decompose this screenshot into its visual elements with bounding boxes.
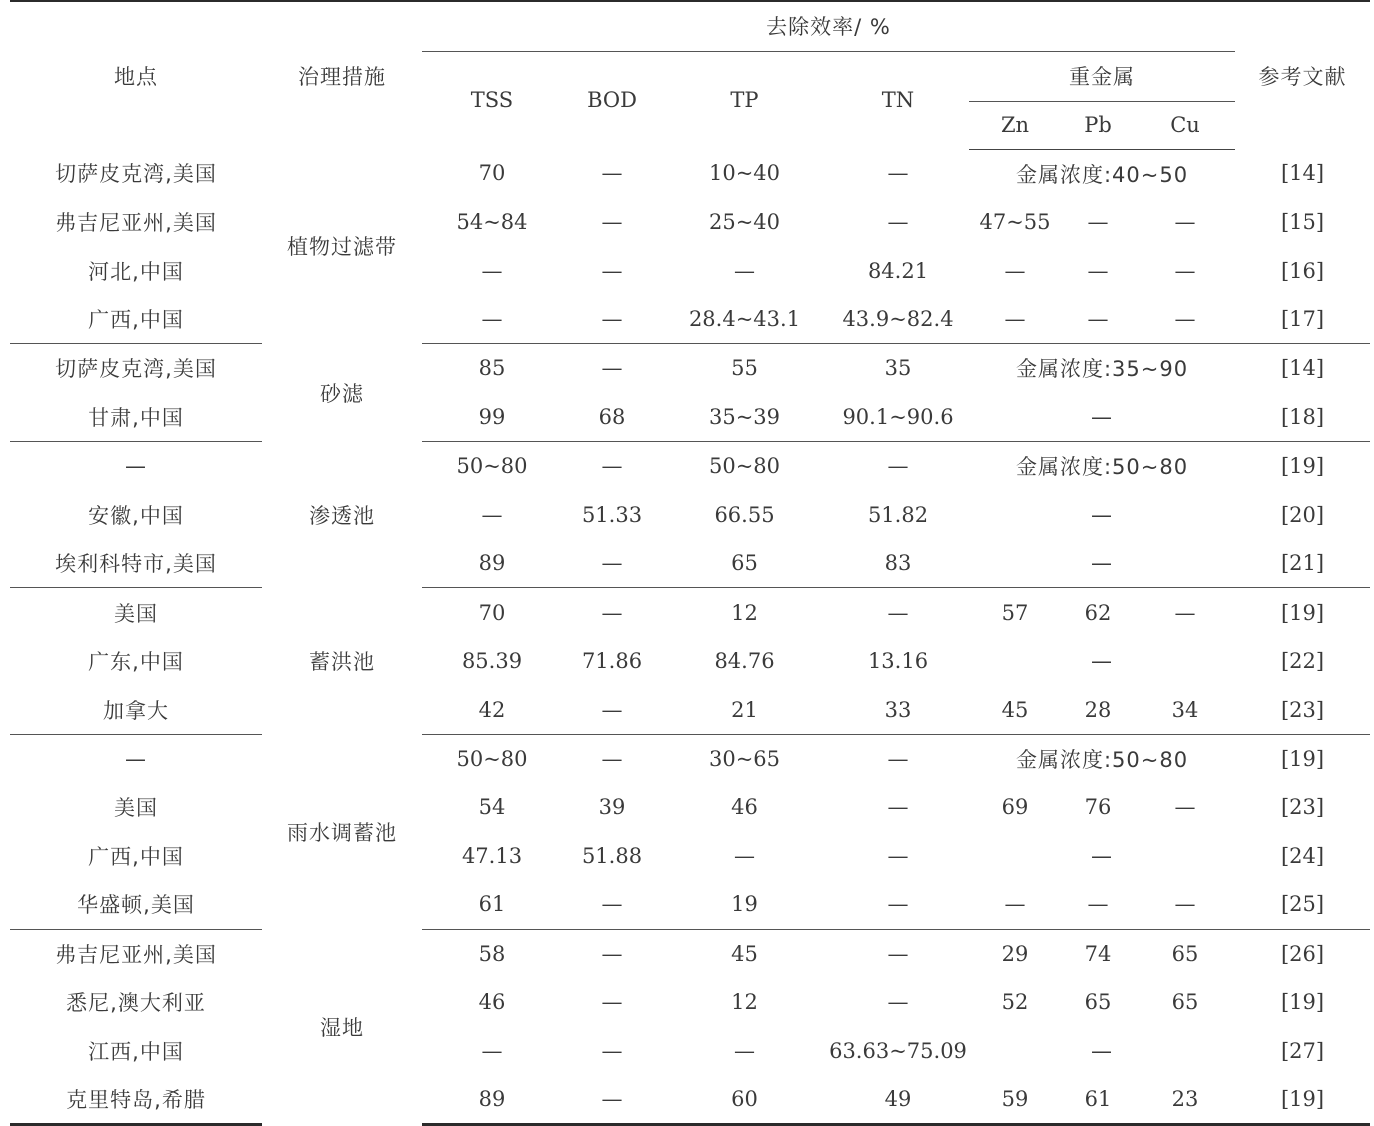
cell-tn: —: [887, 843, 909, 868]
cell-cu: 65: [1171, 941, 1199, 966]
cell-reference: [14]: [1280, 356, 1325, 381]
cell-zn: 29: [1001, 941, 1029, 966]
cell-tp: 66.55: [714, 502, 775, 527]
cell-reference: [19]: [1235, 1075, 1370, 1125]
cell-bod: 51.88: [581, 843, 643, 868]
header-cu: Cu: [1135, 101, 1235, 149]
cell-zn: 52: [1001, 990, 1029, 1015]
header-bod: BOD: [587, 88, 637, 113]
cell-zn: 57: [1001, 600, 1029, 625]
cell-tp: 30~65: [708, 746, 781, 771]
cell-location: 河北,中国: [88, 259, 184, 284]
cell-bod: —: [601, 746, 623, 771]
cell-tn: 84.21: [867, 258, 929, 283]
cell-zn: 59: [969, 1075, 1061, 1125]
cell-reference: [17]: [1235, 295, 1370, 344]
cell-measure: 湿地: [320, 1015, 364, 1040]
cell-location: 切萨皮克湾,美国: [55, 357, 217, 382]
cell-bod: —: [601, 990, 623, 1015]
cell-pb: 28: [1061, 685, 1135, 734]
cell-reference: [20]: [1280, 502, 1325, 527]
cell-tss: 54~84: [456, 210, 528, 235]
cell-tp: 21: [662, 685, 827, 734]
cell-location: 江西,中国: [88, 1039, 184, 1064]
cell-cu: —: [1135, 880, 1235, 929]
cell-tp: 12: [731, 990, 758, 1015]
cell-tn: —: [887, 454, 909, 479]
cell-tss: 70: [478, 161, 506, 186]
cell-cu: —: [1174, 600, 1196, 625]
cell-reference: [19]: [1280, 454, 1325, 479]
cell-tp: 60: [662, 1075, 827, 1125]
cell-tss: —: [481, 502, 503, 527]
cell-reference: [24]: [1280, 843, 1325, 868]
table-row: [10, 685, 1370, 734]
cell-zn: —: [969, 295, 1061, 344]
cell-metal-combined: 金属浓度:50~80: [1015, 455, 1189, 480]
cell-location: 广西,中国: [88, 844, 184, 869]
header-zn: Zn: [969, 101, 1061, 149]
cell-tss: —: [481, 258, 503, 283]
cell-reference: [19]: [1280, 600, 1325, 625]
cell-bod: —: [601, 258, 623, 283]
table-row: [10, 783, 1370, 831]
cell-location: 弗吉尼亚州,美国: [55, 942, 217, 967]
cell-metal-combined: —: [1091, 649, 1114, 674]
table-container: [10, 0, 1370, 1126]
cell-reference: [18]: [1235, 393, 1370, 442]
cell-cu: 23: [1135, 1075, 1235, 1125]
cell-tn: 83: [827, 539, 969, 588]
cell-bod: —: [601, 941, 623, 966]
cell-tn: 33: [827, 685, 969, 734]
cell-tp: 50~80: [708, 454, 781, 479]
cell-bod: —: [562, 295, 662, 344]
cell-location: 广西,中国: [10, 295, 262, 344]
header-reference: 参考文献: [1258, 64, 1347, 89]
header-location: 地点: [114, 64, 158, 89]
cell-tss: 42: [422, 685, 562, 734]
cell-bod: —: [562, 1075, 662, 1125]
cell-metal-combined: —: [969, 539, 1235, 588]
cell-bod: —: [601, 454, 623, 479]
cell-reference: [22]: [1280, 649, 1325, 674]
cell-location: 甘肃,中国: [10, 393, 262, 442]
cell-measure: 植物过滤带: [287, 235, 397, 260]
cell-tp: 55: [731, 356, 758, 381]
cell-tp: 12: [731, 600, 758, 625]
table-row: [10, 393, 1370, 442]
cell-metal-combined: 金属浓度:40~50: [1015, 162, 1189, 187]
cell-metal-combined: 金属浓度:50~80: [1015, 747, 1189, 772]
cell-bod: 39: [598, 795, 626, 820]
cell-cu: —: [1174, 210, 1196, 235]
cell-bod: 71.86: [581, 649, 643, 674]
header-tn: TN: [881, 88, 915, 113]
cell-tp: 84.76: [714, 649, 775, 674]
cell-tn: —: [887, 746, 909, 771]
cell-tn: —: [887, 941, 909, 966]
cell-tp: 35~39: [662, 393, 827, 442]
table-row: [10, 978, 1370, 1026]
table-body: [10, 149, 1370, 1124]
cell-tn: —: [887, 990, 909, 1015]
cell-tss: 50~80: [456, 746, 528, 771]
cell-location: 弗吉尼亚州,美国: [55, 211, 217, 236]
cell-tn: 51.82: [867, 502, 929, 527]
cell-tss: 58: [478, 941, 506, 966]
cell-location: 悉尼,澳大利亚: [66, 991, 206, 1016]
cell-bod: —: [601, 161, 623, 186]
table-row: [10, 149, 1370, 198]
table-row: [10, 832, 1370, 880]
cell-tss: 47.13: [461, 843, 523, 868]
cell-cu: —: [1174, 258, 1196, 283]
cell-metal-combined: —: [1091, 502, 1114, 527]
cell-metal-combined: 金属浓度:35~90: [1015, 357, 1189, 382]
cell-tn: 43.9~82.4: [827, 295, 969, 344]
table-row: [10, 295, 1370, 344]
cell-zn: —: [969, 880, 1061, 929]
cell-cu: 34: [1135, 685, 1235, 734]
table-row: [10, 1026, 1370, 1074]
cell-pb: —: [1087, 210, 1109, 235]
cell-tn: —: [887, 795, 909, 820]
cell-measure: 砂滤: [320, 381, 364, 406]
header-removal-efficiency: 去除效率/ %: [422, 1, 1235, 51]
cell-location: 加拿大: [10, 685, 262, 734]
cell-location: 美国: [114, 796, 158, 821]
header-heavy-metal: 重金属: [969, 51, 1235, 101]
table-row: [10, 491, 1370, 539]
cell-bod: —: [562, 685, 662, 734]
table-row: [10, 734, 1370, 783]
cell-tss: —: [422, 295, 562, 344]
cell-zn: 47~55: [979, 210, 1051, 235]
cell-location: 广东,中国: [88, 650, 184, 675]
cell-tn: —: [887, 600, 909, 625]
table-row: [10, 880, 1370, 929]
table-row: [10, 198, 1370, 246]
cell-tss: 61: [422, 880, 562, 929]
table-row: [10, 1075, 1370, 1125]
table-row: [10, 344, 1370, 393]
cell-reference: [25]: [1235, 880, 1370, 929]
table-row: [10, 929, 1370, 978]
cell-bod: —: [601, 1038, 623, 1063]
cell-tss: 50~80: [456, 454, 528, 479]
cell-cu: —: [1174, 795, 1196, 820]
cell-tss: 85.39: [461, 649, 523, 674]
cell-location: 克里特岛,希腊: [10, 1075, 262, 1125]
cell-tss: —: [481, 1038, 503, 1063]
cell-zn: 69: [1001, 795, 1029, 820]
cell-tp: 46: [731, 795, 758, 820]
cell-bod: —: [562, 539, 662, 588]
cell-metal-combined: —: [969, 393, 1235, 442]
cell-tss: 99: [422, 393, 562, 442]
cell-pb: 65: [1084, 990, 1112, 1015]
cell-cu: 65: [1171, 990, 1199, 1015]
cell-reference: [26]: [1280, 941, 1325, 966]
cell-tn: 90.1~90.6: [827, 393, 969, 442]
cell-pb: —: [1087, 258, 1109, 283]
cell-bod: —: [601, 600, 623, 625]
cell-tp: 10~40: [708, 161, 781, 186]
removal-efficiency-table: [10, 0, 1370, 1126]
cell-tss: 89: [422, 539, 562, 588]
header-tp: TP: [730, 88, 759, 113]
cell-metal-combined: —: [1091, 843, 1114, 868]
cell-location: 埃利科特市,美国: [10, 539, 262, 588]
cell-pb: —: [1061, 295, 1135, 344]
cell-zn: —: [1004, 258, 1026, 283]
cell-reference: [27]: [1280, 1038, 1325, 1063]
cell-tn: 13.16: [867, 649, 929, 674]
cell-pb: 74: [1084, 941, 1112, 966]
cell-reference: [23]: [1235, 685, 1370, 734]
cell-measure: 雨水调蓄池: [287, 820, 397, 845]
cell-reference: [19]: [1280, 746, 1325, 771]
table-row: [10, 637, 1370, 685]
cell-reference: [15]: [1280, 210, 1325, 235]
cell-tp: —: [734, 1038, 755, 1063]
cell-pb: —: [1061, 880, 1135, 929]
cell-bod: —: [601, 356, 623, 381]
cell-tn: 63.63~75.09: [829, 1038, 967, 1063]
table-row: [10, 442, 1370, 491]
table-row: [10, 539, 1370, 588]
cell-measure: 渗透池: [309, 503, 375, 528]
cell-zn: 45: [969, 685, 1061, 734]
cell-tn: 49: [827, 1075, 969, 1125]
cell-tp: —: [734, 258, 755, 283]
cell-tn: —: [887, 210, 909, 235]
cell-tss: 46: [478, 990, 506, 1015]
cell-bod: —: [601, 210, 623, 235]
cell-tp: 45: [731, 941, 758, 966]
cell-location: 切萨皮克湾,美国: [55, 162, 217, 187]
cell-tp: 25~40: [708, 210, 781, 235]
cell-location: 安徽,中国: [88, 503, 184, 528]
cell-reference: [23]: [1280, 795, 1325, 820]
cell-cu: —: [1135, 295, 1235, 344]
cell-tp: —: [734, 843, 755, 868]
cell-reference: [19]: [1280, 990, 1325, 1015]
cell-location: 美国: [114, 601, 158, 626]
cell-tp: 65: [662, 539, 827, 588]
header-tss: TSS: [470, 88, 514, 113]
cell-location: —: [125, 454, 147, 479]
cell-pb: 76: [1084, 795, 1112, 820]
cell-metal-combined: —: [1091, 1038, 1114, 1063]
table-row: [10, 246, 1370, 294]
cell-location: 华盛顿,美国: [10, 880, 262, 929]
cell-tp: 28.4~43.1: [662, 295, 827, 344]
cell-reference: [16]: [1280, 258, 1325, 283]
cell-reference: [21]: [1235, 539, 1370, 588]
cell-bod: —: [562, 880, 662, 929]
cell-tss: 89: [422, 1075, 562, 1125]
cell-location: —: [125, 746, 147, 771]
cell-tn: —: [827, 880, 969, 929]
cell-tn: 35: [884, 356, 912, 381]
cell-tss: 54: [478, 795, 506, 820]
cell-tss: 85: [478, 356, 506, 381]
cell-pb: 62: [1084, 600, 1112, 625]
cell-reference: [14]: [1280, 161, 1325, 186]
cell-bod: 51.33: [581, 502, 643, 527]
cell-tn: —: [887, 161, 909, 186]
table-row: [10, 588, 1370, 637]
header-measure: 治理措施: [298, 64, 386, 89]
cell-measure: 蓄洪池: [309, 650, 375, 675]
cell-pb: 61: [1061, 1075, 1135, 1125]
cell-bod: 68: [562, 393, 662, 442]
cell-tss: 70: [478, 600, 506, 625]
cell-tp: 19: [662, 880, 827, 929]
header-pb: Pb: [1061, 101, 1135, 149]
